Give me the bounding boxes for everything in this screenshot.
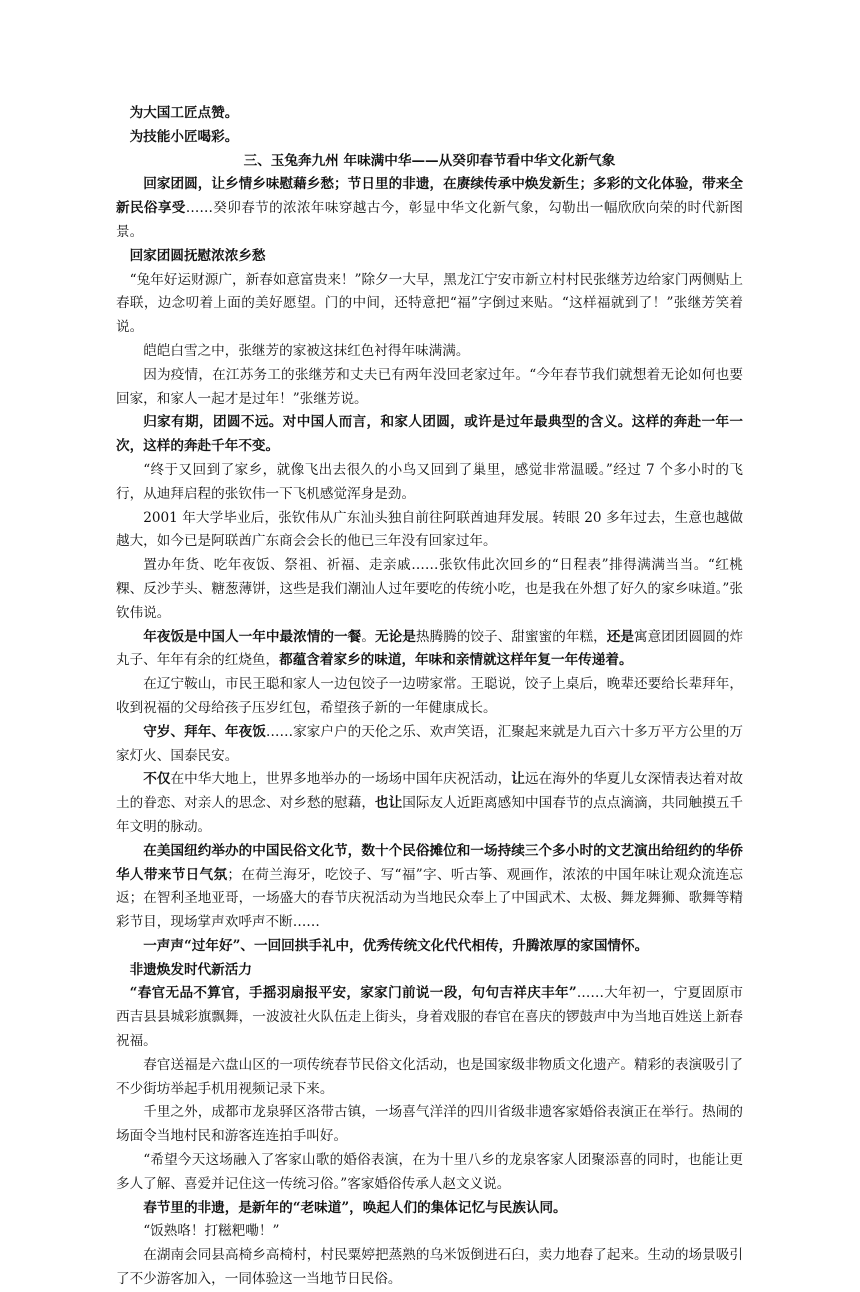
text-run: 国际友人近距离感知中国春节的点点滴滴，共同触摸五千年文明的脉动。 bbox=[116, 795, 744, 835]
text-run: ；在荷兰海牙，吃饺子、写“福”字、听古筝、观画作，浓浓的中国年味让观众流连忘返；在智利圣地亚哥，一场盛大的春节庆祝活动为当地民众奉上了中国武术、太极、舞龙舞狮、歌舞等精彩节目，现场掌声欢呼声不断…… bbox=[116, 866, 744, 931]
paragraph: “饭熟咯！打糍粑嘞！” bbox=[143, 1223, 280, 1240]
text-run: 无论是 bbox=[374, 628, 416, 645]
text-run: 寓意团团圆圆的炸丸子、年年有余的红烧鱼， bbox=[116, 628, 744, 669]
paragraph: 2001 年大学毕业后，张钦伟从广东汕头独自前往阿联酋迪拜发展。转眼 20 多年过去，生意也越做越大，如今已是阿联酋广东商会会长的他已三年没有回家过年。 bbox=[116, 509, 743, 550]
text-run: 。 bbox=[361, 628, 375, 645]
intro-paragraph bbox=[116, 173, 743, 244]
paragraph: 在辽宁鞍山，市民王聪和家人一边包饺子一边唠家常。王聪说，饺子上桌后，晚辈还要给长辈拜年，收到祝福的父母给孩子压岁红包，希望孩子新的一年健康成长。 bbox=[116, 676, 743, 716]
paragraph: 归家有期，团圆不远。对中国人而言，和家人团圆，或许是过年最典型的含义。这样的奔赴一年一次，这样的奔赴千年不变。 bbox=[116, 414, 743, 455]
paragraph bbox=[116, 840, 743, 935]
line-craftsman: 为大国工匠点赞。 bbox=[129, 105, 239, 121]
paragraph: 置办年货、吃年夜饭、祭祖、祈福、走亲戚……张钦伟此次回乡的“日程表”排得满满当当。“红桃粿、反沙芋头、糖葱薄饼，这些是我们潮汕人过年要吃的传统小吃，也是我在外想了好久的家乡味道。”张钦伟说。 bbox=[116, 557, 743, 621]
intro-bold: 回家团圆，让乡情乡味慰藉乡愁；节日里的非遗，在赓续传承中焕发新生；多彩的文化体验，带来全新民俗享受 bbox=[116, 176, 743, 217]
paragraph: 一声声“过年好”、一回回拱手礼中，优秀传统文化代代相传，升腾浓厚的家国情怀。 bbox=[143, 937, 649, 954]
intro-rest: ……癸卯春节的浓浓年味穿越古今，彰显中华文化新气象，勾勒出一幅欣欣向荣的时代新图景。 bbox=[116, 200, 744, 240]
text-run: 也让 bbox=[375, 795, 403, 812]
paragraph: “兔年好运财源广，新春如意富贵来！”除夕一大早，黑龙江宁安市新立村村民张继芳边给家门两侧贴上春联，边念叨着上面的美好愿望。门的中间，还特意把“福”字倒过来贴。“这样福就到了！”张继芳笑着说。 bbox=[116, 271, 743, 336]
text-run: ……家家户户的天伦之乐、欢声笑语，汇聚起来就是九百六十多万平方公里的万家灯火、国泰民安。 bbox=[116, 723, 744, 764]
subheading-reunion: 回家团圆抚慰浓浓乡愁 bbox=[129, 247, 266, 264]
text-run: 还是 bbox=[606, 628, 635, 645]
paragraph bbox=[116, 982, 743, 1053]
text-run: “春官无品不算官，手摇羽扇报平安，家家门前说一段，句句吉祥庆丰年” bbox=[129, 985, 577, 1002]
paragraph: 皑皑白雪之中，张继芳的家被这抹红色衬得年味满满。 bbox=[143, 342, 470, 359]
subheading-heritage: 非遗焕发时代新活力 bbox=[129, 961, 252, 978]
paragraph: 因为疫情，在江苏务工的张继芳和丈夫已有两年没回老家过年。“今年春节我们就想着无论如何也要回家，和家人一起才是过年！”张继芳说。 bbox=[116, 366, 743, 407]
line-skill: 为技能小匠喝彩。 bbox=[129, 128, 239, 145]
text-run: 让 bbox=[511, 771, 525, 788]
paragraph: “希望今天这场融入了客家山歌的婚俗表演，在为十里八乡的龙泉客家人团聚添喜的同时，也能让更多人了解、喜爱并记住这一传统习俗。”客家婚俗传承人赵文义说。 bbox=[116, 1152, 743, 1192]
paragraph bbox=[116, 768, 743, 839]
paragraph bbox=[116, 626, 743, 674]
text-run: 热腾腾的饺子、甜蜜蜜的年糕， bbox=[415, 628, 607, 645]
paragraph: 春节里的非遗，是新年的“老味道”，唤起人们的集体记忆与民族认同。 bbox=[143, 1199, 567, 1216]
paragraph: 春官送福是六盘山区的一项传统春节民俗文化活动，也是国家级非物质文化遗产。精彩的表演吸引了不少街坊举起手机用视频记录下来。 bbox=[116, 1056, 743, 1097]
text-run: 远在海外的华夏儿女深情表达着对故土的眷恋、对亲人的思念、对乡愁的慰藉， bbox=[116, 771, 744, 812]
paragraph: 千里之外，成都市龙泉驿区洛带古镇，一场喜气洋洋的四川省级非遗客家婚俗表演正在举行。热闹的场面令当地村民和游客连连拍手叫好。 bbox=[116, 1104, 743, 1145]
section-title: 三、玉兔奔九州 年味满中华——从癸卯春节看中华文化新气象 bbox=[243, 152, 616, 169]
paragraph: “终于又回到了家乡，就像飞出去很久的小鸟又回到了巢里，感觉非常温暖。”经过 7 个多小时的飞行，从迪拜启程的张钦伟一下飞机感觉浑身是劲。 bbox=[116, 461, 743, 502]
text-run: 都蕴含着家乡的味道，年味和亲情就这样年复一年传递着。 bbox=[279, 652, 633, 669]
text-run: 在中华大地上，世界多地举办的一场场中国年庆祝活动， bbox=[170, 771, 512, 788]
text-run: 守岁、拜年、年夜饭 bbox=[143, 723, 266, 740]
text-run: 在美国纽约举办的中国民俗文化节，数十个民俗摊位和一场持续三个多小时的文艺演出给纽约的华侨华人带来节日气氛 bbox=[116, 842, 743, 883]
paragraph bbox=[116, 721, 743, 769]
text-run: ……大年初一，宁夏固原市西吉县县城彩旗飘舞，一波波社火队伍走上街头，身着戏服的春官在喜庆的锣鼓声中为当地百姓送上新春祝福。 bbox=[116, 985, 743, 1050]
text-run: 年夜饭是中国人一年中最浓情的一餐 bbox=[143, 628, 362, 645]
text-run: 不仅 bbox=[143, 771, 171, 788]
document-page bbox=[116, 102, 743, 1292]
paragraph: 在湖南会同县高椅乡高椅村，村民粟婷把蒸熟的乌米饭倒进石臼，卖力地舂了起来。生动的场景吸引了不少游客加入，一同体验这一当地节日民俗。 bbox=[116, 1247, 743, 1288]
